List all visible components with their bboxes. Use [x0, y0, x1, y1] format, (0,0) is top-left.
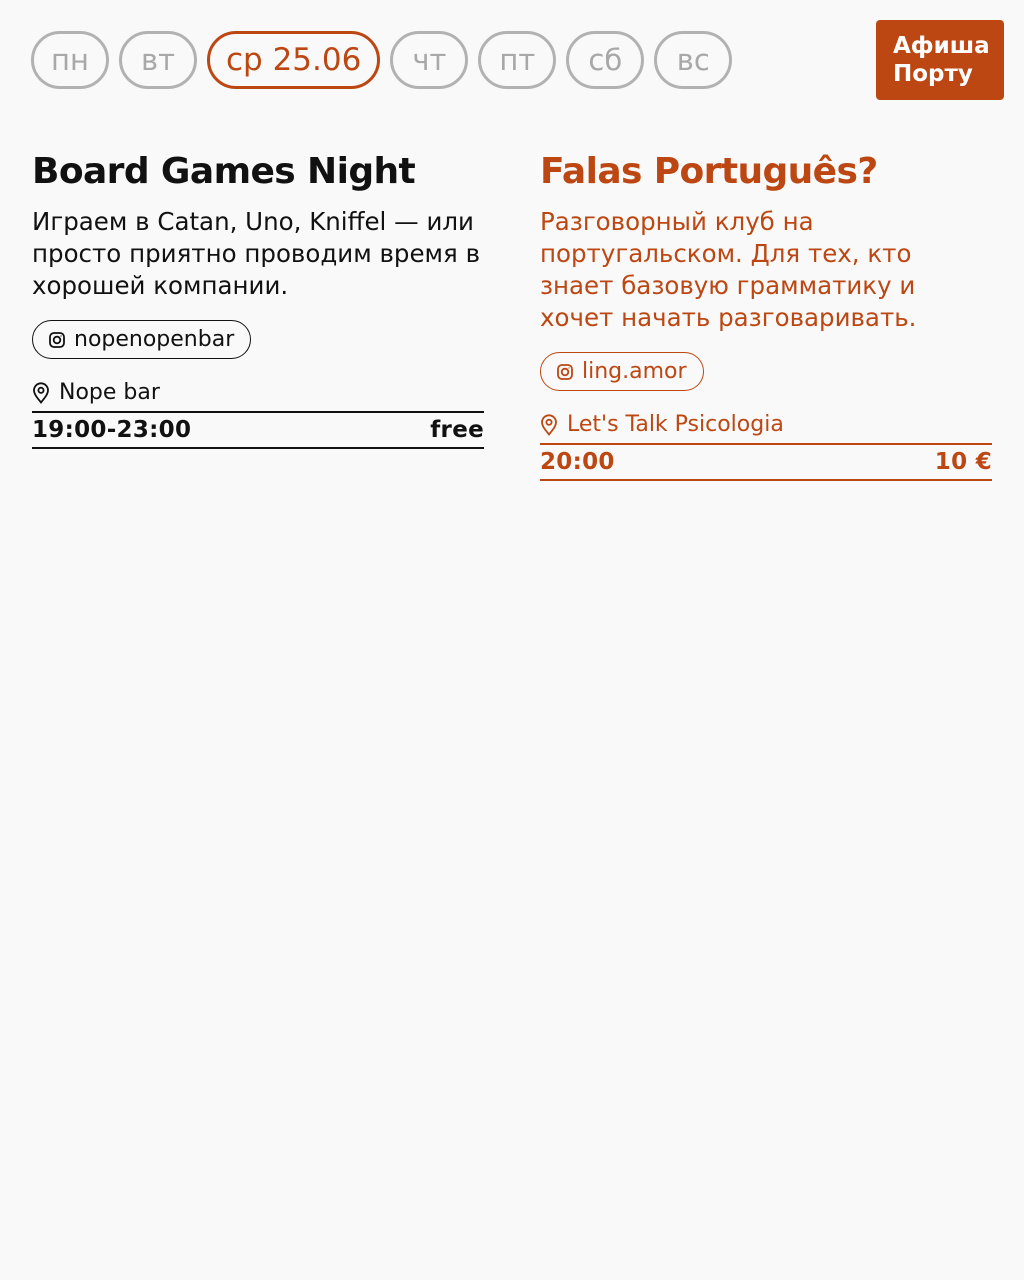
logo-line-1: Афиша — [893, 33, 990, 59]
instagram-icon — [556, 363, 574, 381]
logo-line-2: Порту — [893, 61, 973, 87]
event-title: Falas Português? — [540, 151, 878, 192]
venue-name: Let's Talk Psicologia — [567, 412, 784, 437]
day-tab-tue[interactable]: вт — [119, 31, 197, 89]
event-card — [32, 148, 484, 449]
location-pin-icon — [540, 414, 558, 436]
event-time-price-bar — [32, 411, 484, 449]
event-description: Разговорный клуб на португальском. Для тех, кто знает базовую грамматику и хочет начать разговаривать. — [540, 207, 917, 332]
event-price: 10 € — [934, 449, 992, 475]
instagram-handle-text: ling.amor — [582, 359, 687, 384]
afisha-porto-logo[interactable] — [876, 20, 1004, 100]
event-price: free — [430, 417, 484, 443]
event-venue — [540, 411, 992, 439]
event-description: Играем в Catan, Uno, Kniffel — или просто приятно проводим время в хорошей компании. — [32, 207, 481, 300]
location-pin-icon — [32, 382, 50, 404]
event-title: Board Games Night — [32, 151, 416, 192]
day-tab-mon[interactable]: пн — [31, 31, 109, 89]
day-tab-sat[interactable]: сб — [566, 31, 644, 89]
day-tab-thu[interactable]: чт — [390, 31, 468, 89]
event-time: 20:00 — [540, 449, 615, 475]
day-navigation — [31, 31, 732, 89]
day-tab-wed-active[interactable]: ср 25.06 — [207, 31, 380, 89]
event-time: 19:00-23:00 — [32, 417, 192, 443]
instagram-handle-link[interactable] — [32, 320, 251, 359]
venue-name: Nope bar — [59, 380, 160, 405]
day-tab-sun[interactable]: вс — [654, 31, 732, 89]
instagram-handle-text: nopenopenbar — [74, 327, 235, 352]
event-venue — [32, 379, 484, 407]
instagram-handle-link[interactable] — [540, 352, 704, 391]
day-tab-fri[interactable]: пт — [478, 31, 556, 89]
event-time-price-bar — [540, 443, 992, 481]
instagram-icon — [48, 331, 66, 349]
event-card — [540, 148, 992, 481]
